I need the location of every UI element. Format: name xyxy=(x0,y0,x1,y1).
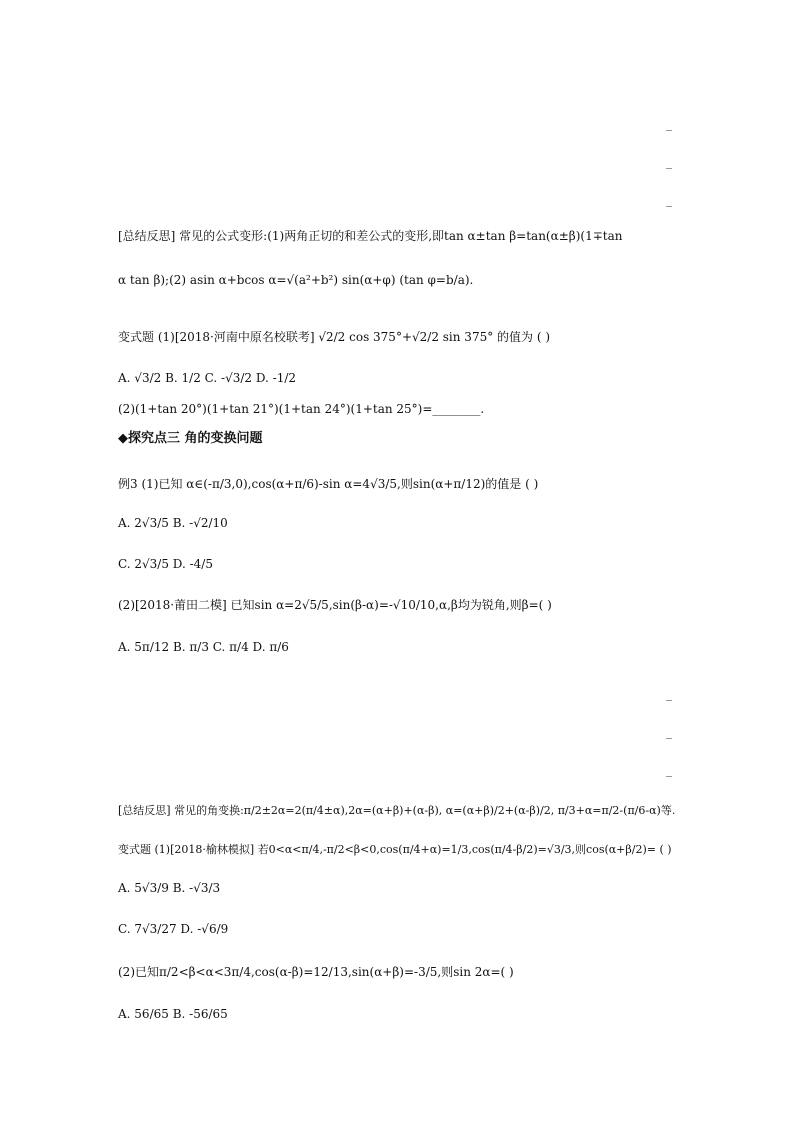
variant1-options: A. √3/2 B. 1/2 C. -√3/2 D. -1/2 xyxy=(118,371,297,385)
variant2-options-cd: C. 7√3/27 D. -√6/9 xyxy=(118,922,229,936)
margin-mark xyxy=(666,738,672,739)
example3-q1: 例3 (1)已知 α∈(-π/3,0),cos(α+π/6)-sin α=4√3/5,则sin(α+π/12)的值是 ( ) xyxy=(118,477,539,491)
margin-mark xyxy=(666,206,672,207)
example3-q2-options: A. 5π/12 B. π/3 C. π/4 D. π/6 xyxy=(118,640,289,654)
variant2-q1: 变式题 (1)[2018·榆林模拟] 若0<α<π/4,-π/2<β<0,cos(π/4+α)=1/3,cos(π/4-β/2)=√3/3,则cos(α+β/2)= ( ) xyxy=(118,843,672,856)
variant2-q2: (2)已知π/2<β<α<3π/4,cos(α-β)=12/13,sin(α+β)=-3/5,则sin 2α=( ) xyxy=(118,965,514,979)
summary1-line1: [总结反思] 常见的公式变形:(1)两角正切的和差公式的变形,即tan α±tan β=tan(α±β)(1∓tan xyxy=(118,229,623,243)
margin-mark xyxy=(666,130,672,131)
margin-mark xyxy=(666,700,672,701)
variant1-stem: 变式题 (1)[2018·河南中原名校联考] √2/2 cos 375°+√2/2 sin 375° 的值为 ( ) xyxy=(118,330,551,344)
example3-q2: (2)[2018·莆田二模] 已知sin α=2√5/5,sin(β-α)=-√10/10,α,β均为锐角,则β=( ) xyxy=(118,598,552,612)
example3-options-cd: C. 2√3/5 D. -4/5 xyxy=(118,557,213,571)
margin-mark xyxy=(666,168,672,169)
margin-mark xyxy=(666,776,672,777)
variant2-q2-options: A. 56/65 B. -56/65 xyxy=(118,1007,228,1021)
section3-title: ◆探究点三 角的变换问题 xyxy=(118,431,263,446)
variant2-options-ab: A. 5√3/9 B. -√3/3 xyxy=(118,881,221,895)
summary1-line2: α tan β);(2) asin α+bcos α=√(a²+b²) sin(α+φ) (tan φ=b/a). xyxy=(118,273,474,287)
variant1-q2: (2)(1+tan 20°)(1+tan 21°)(1+tan 24°)(1+tan 25°)=________. xyxy=(118,402,485,416)
summary2-text: [总结反思] 常见的角变换:π/2±2α=2(π/4±α),2α=(α+β)+(α-β), α=(α+β)/2+(α-β)/2, π/3+α=π/2-(π/6-α)等. xyxy=(118,804,676,817)
example3-options-ab: A. 2√3/5 B. -√2/10 xyxy=(118,516,228,530)
